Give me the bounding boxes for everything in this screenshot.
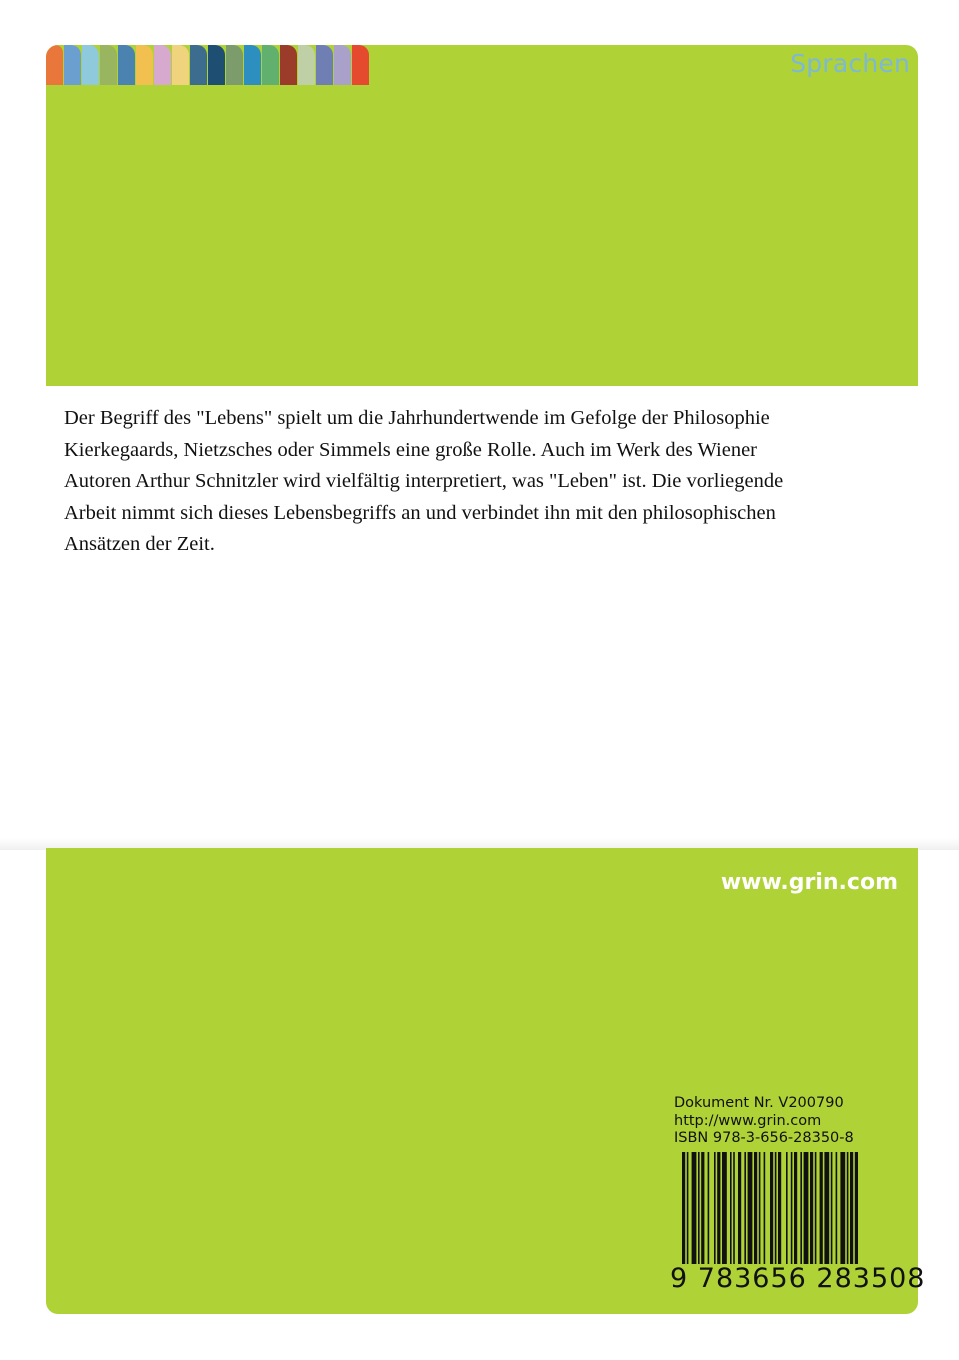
barcode-bar [831,1152,833,1264]
color-tab [82,45,99,85]
barcode-bar [717,1152,720,1264]
barcode-bar [738,1152,741,1264]
barcode-bar [682,1152,685,1264]
barcode-bar [708,1152,710,1264]
color-tab [136,45,153,85]
color-tab [226,45,243,85]
color-tab [334,45,351,85]
barcode-bar [815,1152,817,1264]
color-tab [262,45,279,85]
category-label: Sprachen [790,49,910,78]
document-number: Dokument Nr. V200790 [674,1095,844,1111]
color-tab [46,45,63,85]
barcode-bar [698,1152,700,1264]
color-tab [208,45,225,85]
color-tab [316,45,333,85]
barcode-bar [759,1152,761,1264]
publisher-url: http://www.grin.com [674,1112,822,1129]
isbn: ISBN 978-3-656-28350-8 [674,1130,854,1146]
barcode-bar [764,1152,766,1264]
barcode-bar [810,1152,813,1264]
barcode-bar [748,1152,753,1264]
barcode-bar [770,1152,773,1264]
barcode-bar [714,1152,716,1264]
cover-top-panel [46,45,918,386]
barcode-bar [775,1152,777,1264]
color-tab [64,45,81,85]
color-tab-strip [46,45,386,85]
barcode-bar [687,1152,689,1264]
barcode-bar [800,1152,802,1264]
publisher-website: www.grin.com [720,870,898,895]
publication-info [674,1095,854,1148]
barcode-bar [701,1152,704,1264]
barcode-bar [804,1152,809,1264]
isbn-barcode [670,1152,926,1302]
barcode-bar [791,1152,793,1264]
barcode-bar [820,1152,823,1264]
barcode-bar [855,1152,858,1264]
barcode-bar [722,1152,727,1264]
barcode-bar [824,1152,829,1264]
barcode-bar [754,1152,757,1264]
barcode-bar [840,1152,845,1264]
color-tab [154,45,171,85]
book-description: Der Begriff des "Lebens" spielt um die Jahrhundertwende im Gefolge der Philosophie Kierkegaards, Nietzsches oder Simmels eine große Rolle. Auch im Werk des Wiener Autoren Arthur Schnitzler wird vielfältig interpretiert, was "Leben" ist. Die vorliegende Arbeit nimmt sich dieses Lebensbegriffs an und verbindet ihn mit den philosophischen Ansätzen der Zeit. [64,407,784,556]
barcode-digits: 9 783656 283508 [670,1263,926,1294]
barcode-bar [836,1152,838,1264]
barcode-bar [778,1152,781,1264]
color-tab [280,45,297,85]
barcode-bar [850,1152,853,1264]
barcode-bar [692,1152,697,1264]
color-tab [100,45,117,85]
cover-bottom-panel [46,848,926,1314]
color-tab [172,45,189,85]
color-tab [298,45,315,85]
color-tab [118,45,135,85]
color-tab [190,45,207,85]
barcode-bar [730,1152,732,1264]
barcode-bar [847,1152,849,1264]
barcode-bar [733,1152,735,1264]
barcode-bar [794,1152,797,1264]
barcode-bar [786,1152,788,1264]
color-tab [352,45,369,85]
color-tab [244,45,261,85]
barcode-bar [744,1152,746,1264]
